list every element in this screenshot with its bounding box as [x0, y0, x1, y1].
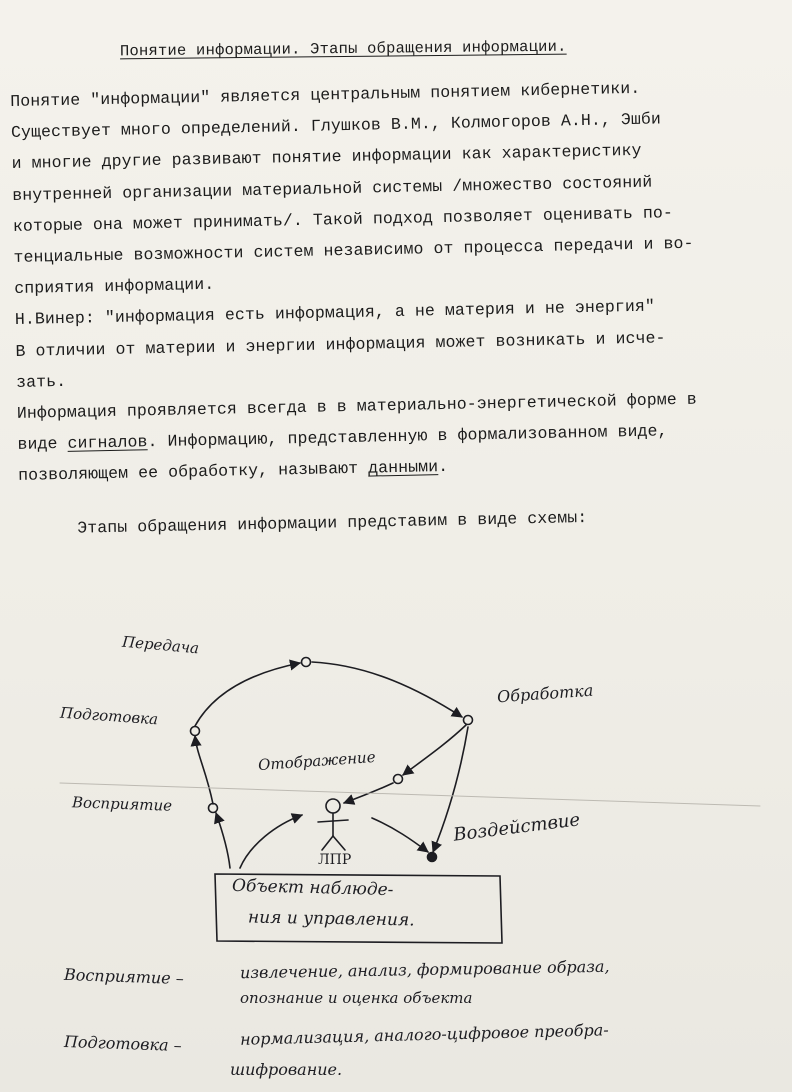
body-line: зать.: [16, 371, 67, 392]
note-perception-line1: извлечение, анализ, формирование образа,: [239, 956, 610, 983]
label-processing: Обработка: [496, 680, 594, 707]
arrow-preparation-transfer: [195, 663, 300, 726]
page-title: Понятие информации. Этапы обращения информации.: [119, 37, 567, 61]
arrow-object-dm: [240, 815, 302, 868]
note-perception-term: Восприятие –: [63, 964, 185, 989]
arrow-dm-impact: [372, 818, 428, 852]
body-line: и многие другие развивают понятие информации как характеристику: [11, 141, 642, 174]
term-signals: сигналов: [67, 432, 148, 454]
node-transfer: [302, 658, 311, 667]
arrow-processing-display: [403, 725, 466, 775]
dm-stick-figure: [318, 799, 348, 850]
label-preparation: Подготовка: [59, 703, 159, 729]
node-display: [394, 775, 403, 784]
object-label-line1: Объект наблюде-: [231, 875, 394, 901]
arrow-transfer-processing: [312, 662, 462, 717]
schema-intro: Этапы обращения информации представим в виде схемы:: [77, 507, 588, 538]
object-label-line2: ния и управления.: [247, 907, 415, 931]
label-impact: Воздействие: [452, 809, 582, 846]
node-preparation: [191, 727, 200, 736]
body-line: Существует много определений. Глушков В.М., Колмогоров А.Н., Эшби: [10, 109, 662, 143]
body-line-data: позволяющем ее обработку, называют данными.: [17, 457, 449, 486]
node-processing: [464, 716, 473, 725]
arrow-perception-preparation: [195, 736, 213, 804]
body-line: Понятие "информации" является центральным понятием кибернетики.: [10, 78, 641, 111]
label-dm: ЛПР: [318, 852, 352, 868]
note-perception-line2: опознание и оценка объекта: [240, 989, 473, 1007]
body-line: Н.Винер: "информация есть информация, а не материя и не энергия": [14, 296, 656, 330]
body-line: В отличии от материи и энергии информация может возникать и исче-: [15, 327, 666, 361]
body-line: тенциальные возможности систем независимо от процесса передачи и во-: [13, 233, 694, 267]
body-line: которые она может принимать/. Такой подход позволяет оценивать по-: [12, 202, 674, 236]
term-data: данными: [367, 457, 439, 479]
note-preparation-line2: шифрование.: [230, 1060, 343, 1079]
note-preparation-term: Подготовка –: [63, 1031, 183, 1056]
body-line-signals: виде сигналов. Информацию, представленную в формализованном виде,: [17, 421, 668, 455]
body-line: сприятия информации.: [14, 274, 215, 299]
note-preparation-line1: нормализация, аналого-цифровое преобра-: [239, 1020, 609, 1049]
node-impact: [428, 853, 437, 862]
node-perception: [209, 804, 218, 813]
label-transfer: Передача: [121, 632, 200, 658]
label-perception: Восприятие: [71, 793, 173, 815]
body-line: внутренней организации материальной системы /множество состояний: [12, 172, 653, 205]
arrow-object-perception: [216, 813, 230, 868]
label-display: Отображение: [257, 747, 377, 775]
body-line: Информация проявляется всегда в в материально-энергетической форме в: [16, 389, 698, 423]
